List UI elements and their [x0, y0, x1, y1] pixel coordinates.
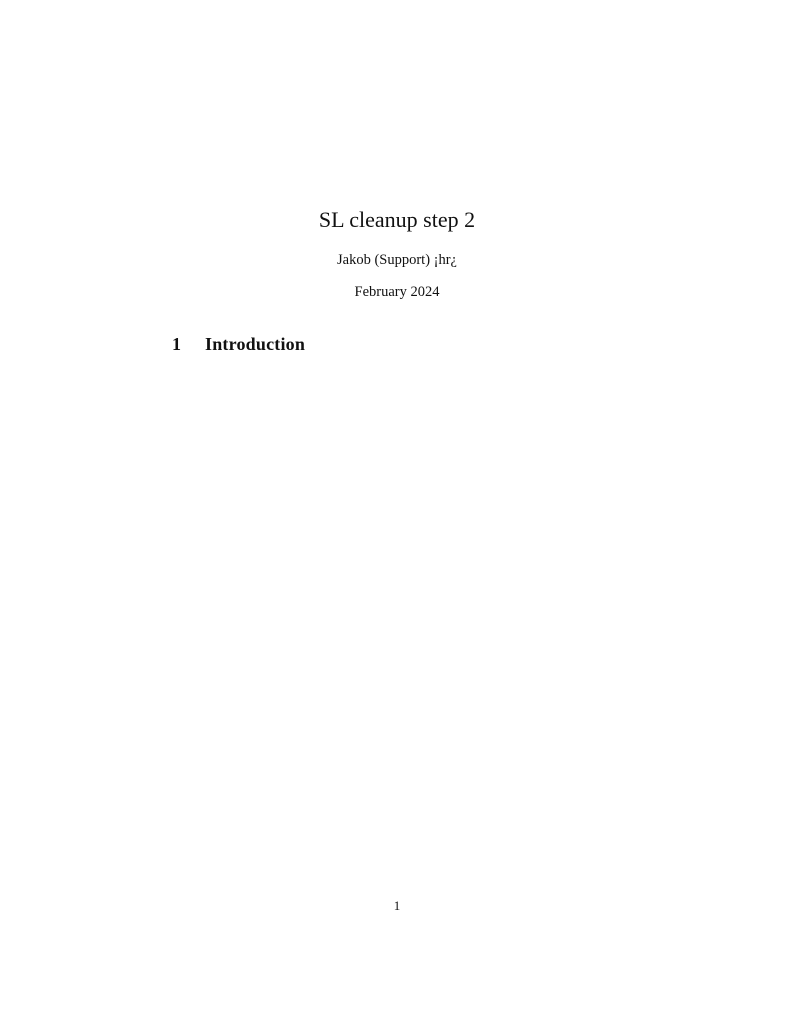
- section-title: Introduction: [205, 334, 306, 354]
- document-date: February 2024: [354, 284, 440, 300]
- document-title: SL cleanup step 2: [318, 207, 476, 232]
- page-number: 1: [393, 898, 401, 913]
- section-heading: [172, 334, 305, 356]
- section-number: 1: [172, 334, 182, 354]
- document-author: Jakob (Support) ¡hr¿: [336, 252, 457, 268]
